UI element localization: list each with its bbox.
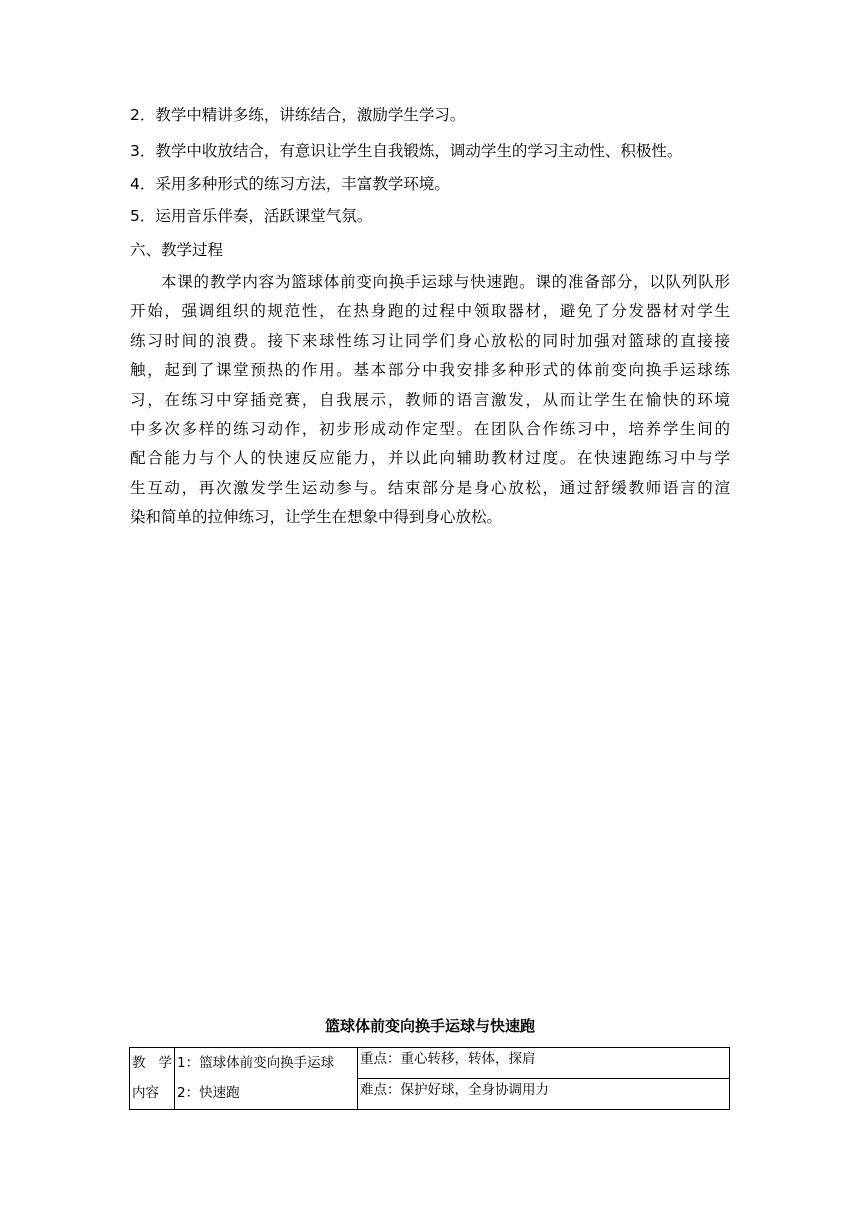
label-char: 教 (132, 1055, 146, 1071)
difficulty-cell: 难点：保护好球，全身协调用力 (358, 1079, 730, 1110)
paragraph-line: 染和简单的拉伸练习，让学生在想象中得到身心放松。 (130, 508, 503, 527)
label-line2: 内容 (132, 1085, 159, 1101)
content-item: 1：篮球体前变向换手运球 (177, 1055, 335, 1071)
content-item: 2：快速跑 (177, 1085, 240, 1101)
paragraph-line: 配合能力与个人的快速反应能力，并以此向辅助教材过度。在快速跑练习中与学 (130, 449, 730, 468)
paragraph-line: 开始，强调组织的规范性，在热身跑的过程中领取器材，避免了分发器材对学生 (130, 302, 730, 321)
list-item: 3．教学中收放结合，有意识让学生自我锻炼，调动学生的学习主动性、积极性。 (130, 142, 683, 160)
body-paragraph (130, 268, 730, 533)
table-title: 篮球体前变向换手运球与快速跑 (324, 1017, 535, 1035)
lesson-table (129, 1047, 730, 1110)
label-char: 学 (158, 1055, 172, 1071)
paragraph-line: 触，起到了课堂预热的作用。基本部分中我安排多种形式的体前变向换手运球练 (130, 361, 730, 380)
list-item: 5．运用音乐伴奏，活跃课堂气氛。 (130, 207, 373, 225)
paragraph-line: 练习时间的浪费。接下来球性练习让同学们身心放松的同时加强对篮球的直接接 (130, 331, 730, 350)
paragraph-line: 中多次多样的练习动作，初步形成动作定型。在团队合作练习中，培养学生间的 (130, 420, 730, 439)
key-point-cell: 重点：重心转移，转体，探肩 (358, 1048, 730, 1079)
list-item: 2．教学中精讲多练，讲练结合，激励学生学习。 (130, 106, 466, 124)
content-items-cell (175, 1048, 358, 1110)
paragraph-line: 生互动，再次激发学生运动参与。结束部分是身心放松，通过舒缓教师语言的渲 (130, 478, 730, 497)
paragraph-line: 本课的教学内容为篮球体前变向换手运球与快速跑。课的准备部分，以队列队形 (161, 273, 730, 291)
list-item: 4．采用多种形式的练习方法，丰富教学环境。 (130, 175, 450, 193)
section-heading: 六、教学过程 (130, 241, 224, 259)
content-label-cell (130, 1048, 175, 1110)
paragraph-line: 习，在练习中穿插竞赛，自我展示，教师的语言激发，从而让学生在愉快的环境 (130, 390, 730, 409)
